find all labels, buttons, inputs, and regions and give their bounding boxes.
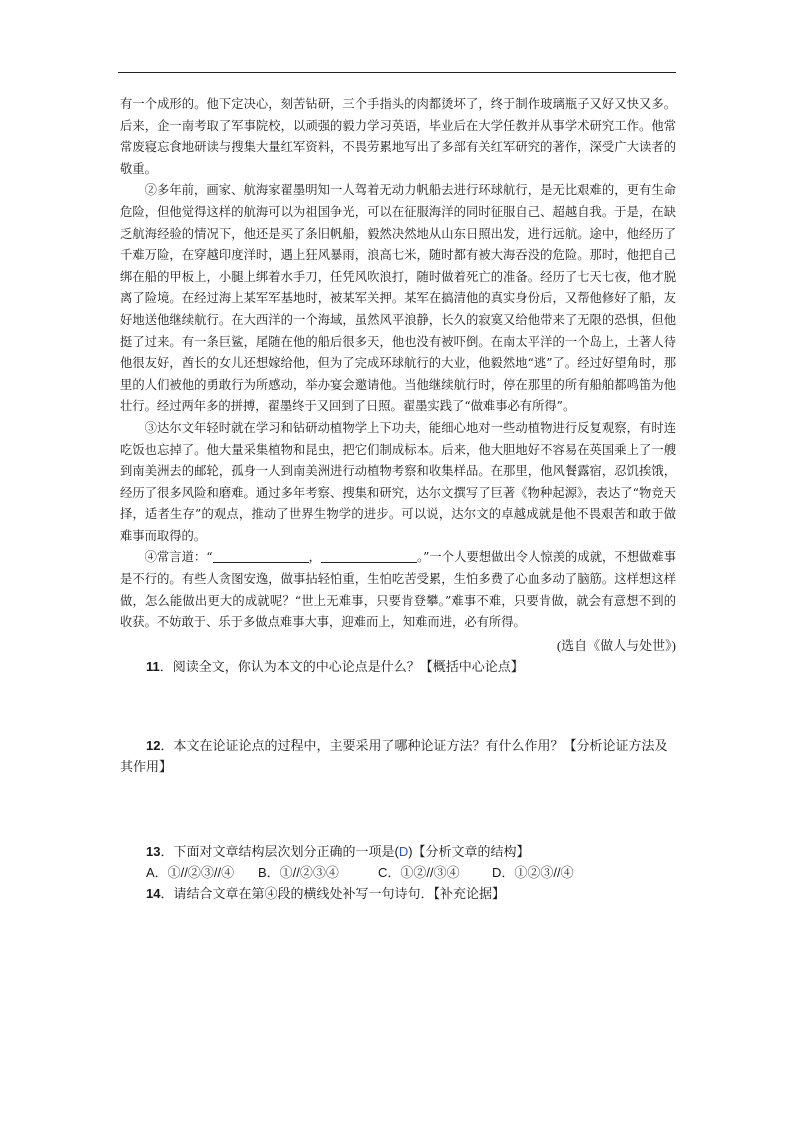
answer-choice: D [398, 843, 409, 859]
question-11 [120, 656, 676, 677]
paragraph-4-prefix: ④常言道：“ [144, 550, 213, 565]
answer-space-12 [120, 777, 676, 841]
question-number: 14 [146, 885, 161, 901]
question-text-tail: )【分析文章的结构】 [408, 843, 530, 859]
question-text: ．本文在论证论点的过程中，主要采用了哪种论证方法？有什么作用？【分析论证方法及其作用】 [120, 737, 668, 774]
question-13-options [120, 862, 676, 883]
question-12 [120, 735, 676, 777]
question-text: ．阅读全文，你认为本文的中心论点是什么？【概括中心论点】 [159, 658, 524, 674]
blank-separator: ， [308, 550, 321, 565]
passage-paragraph-3: ③达尔文年轻时就在学习和钻研动植物学上下功夫，能细心地对一些动植物进行反复观察，有时连吃饭也忘掉了。他大量采集植物和昆虫，把它们制成标本。后来，他大胆地好不容易在英国乘上了一艘到南美洲去的邮轮，孤身一人到南美洲进行动植物考察和收集样品。在那里，他风餐露宿，忍饥挨饿，经历了很多风险和磨难。通过多年考察、搜集和研究，达尔文撰写了巨著《物种起源》，表达了“物竞天择，适者生存”的观点，推动了世界生物学的进步。可以说，达尔文的卓越成就是他不畏艰苦和敢于做难事而取得的。 [120, 420, 676, 543]
option-b[interactable]: B．①//②③④ [258, 864, 339, 880]
option-c[interactable]: C．①②//③④ [378, 864, 460, 880]
question-number: 12 [146, 737, 161, 753]
passage-paragraph-1: 有一个成形的。他下定决心，刻苦钻研，三个手指头的肉都烫坏了，终于制作玻璃瓶子又好又快又多。后来，企一南考取了军事院校，以顽强的毅力学习英语，毕业后在大学任教并从事学术研究工作。他常常废寝忘食地研读与搜集大量红军资料，不畏劳累地写出了多部有关红军研究的著作，深受广大读者的敬重。 [120, 97, 676, 176]
question-text: ．下面对文章结构层次划分正确的一项是( [160, 843, 399, 859]
passage-paragraph-2: ②多年前，画家、航海家翟墨明知一人驾着无动力帆船去进行环球航行，是无比艰难的，更有生命危险，但他觉得这样的航海可以为祖国争光，可以在征服海洋的同时征服自己、超越自我。于是，在缺乏航海经验的情况下，他还是买了条旧帆船，毅然决然地从山东日照出发，进行远航。途中，他经历了千难万险，在穿越印度洋时，遇上狂风暴雨，浪高七米，随时都有被大海吞没的危险。那时，他把自己绑在船的甲板上，小腿上绑着水手刀，任凭风吹浪打，随时做着死亡的准备。经历了七天七夜，他才脱离了险境。在经过海上某军军基地时，被某军关押。某军在搞清他的真实身份后，又帮他修好了船，友好地送他继续航行。在大西洋的一个海域，虽然风平浪静，长久的寂寞又给他带来了无限的恐惧，但他挺了过来。有一条巨鲨，尾随在他的船后很多天，他也没有被吓倒。在南太平洋的一个岛上，土著人待他很友好，酋长的女儿还想嫁给他，但为了完成环球航行的大业，他毅然地“逃”了。经过好望角时，那里的人们被他的勇敢行为所感动，举办宴会邀请他。当他继续航行时，停在那里的所有船舶都鸣笛为他壮行。经过两年多的拼搏，翟墨终于又回到了日照。翟墨实践了“做难事必有所得”。 [120, 183, 676, 414]
question-text: ．请结合文章在第④段的横线处补写一句诗句．【补充论据】 [160, 885, 505, 901]
question-14 [120, 883, 676, 904]
fill-in-blank-2[interactable] [321, 550, 417, 563]
question-13 [120, 841, 676, 862]
paragraph-4-body: 。”一个人要想做出令人惊羡的成就，不想做难事是不行的。有些人贪图安逸，做事拈轻怕重，生怕吃苦受累，生怕多费了心血多动了脑筋。这样想这样做，怎么能做出更大的成就呢？“世上无难事，只要肯登攀。”难事不难，只要肯做，就会有意想不到的收获。不妨敢于、乐于多做点难事大事，迎难而上，知难而进，必有所得。 [120, 550, 676, 630]
document-body [120, 94, 676, 904]
source-citation: (选自《做人与处世》) [556, 637, 676, 653]
fill-in-blank-1[interactable] [213, 550, 309, 563]
passage-paragraph-4 [120, 547, 676, 633]
option-a[interactable]: A．①//②③//④ [146, 864, 235, 880]
header-rule [118, 72, 676, 73]
question-number: 13 [146, 843, 161, 859]
answer-space-11 [120, 677, 676, 735]
question-number: 11 [146, 658, 160, 674]
option-d[interactable]: D．①②③//④ [492, 864, 574, 880]
